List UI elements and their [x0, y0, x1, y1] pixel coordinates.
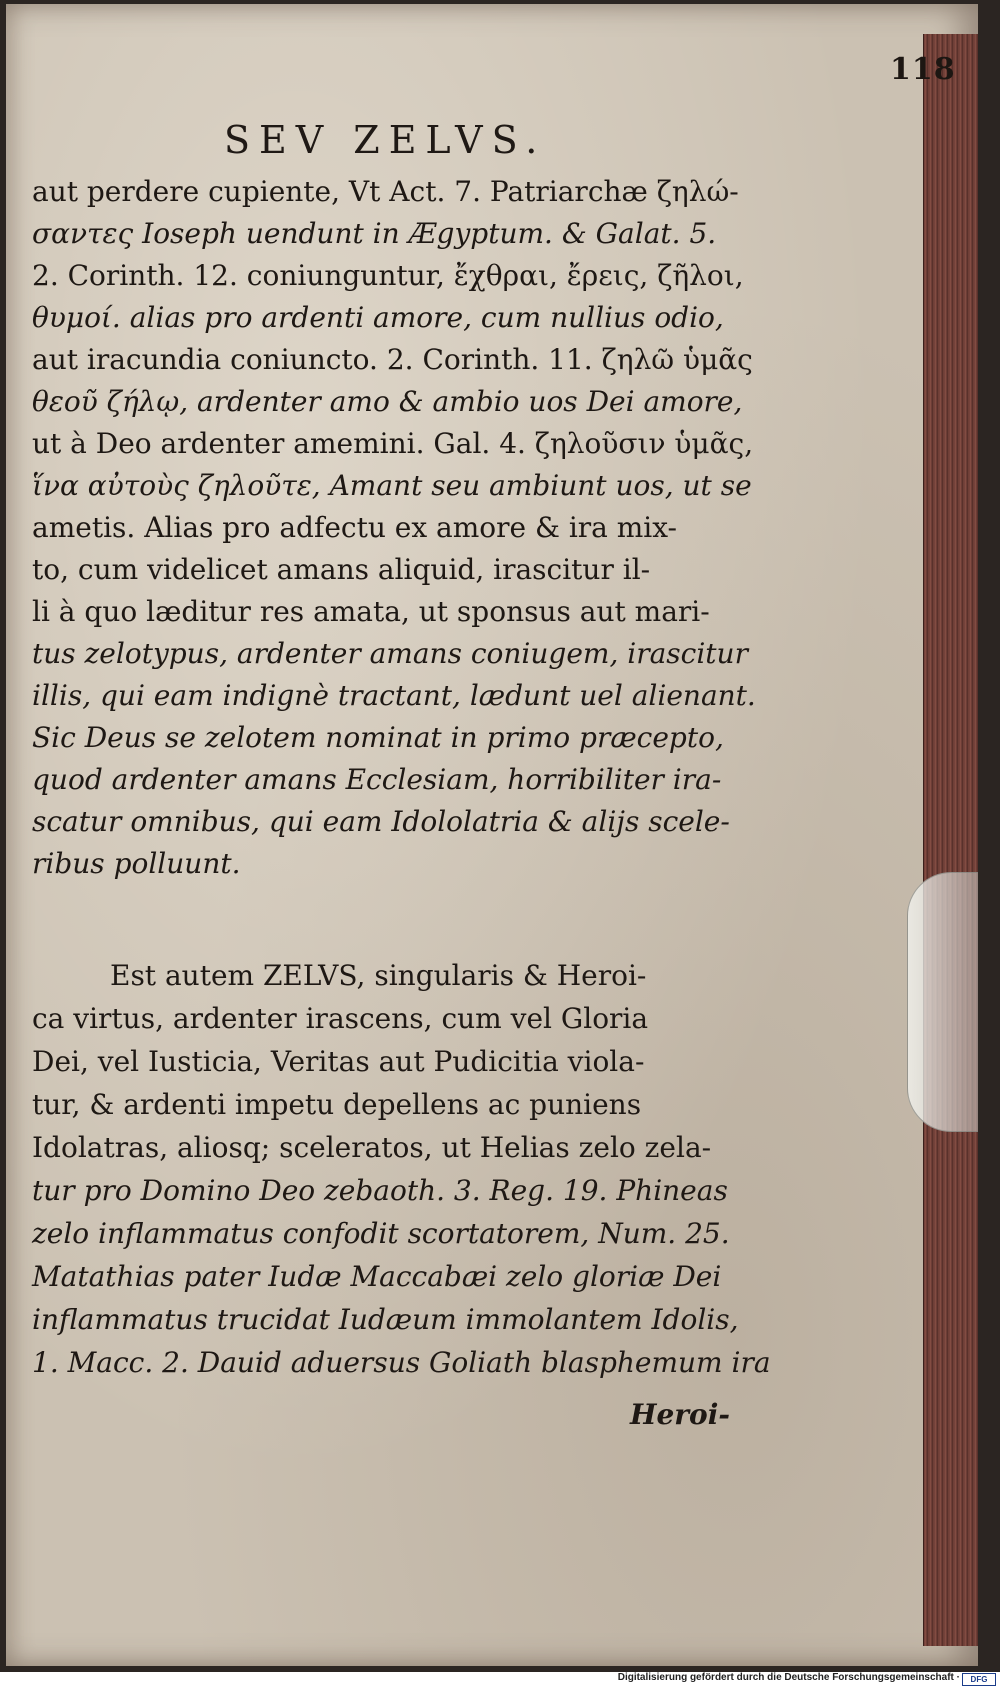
- text-line: ametis. Alias pro adfectu ex amore & ira mix-: [32, 511, 678, 544]
- text-line: to, cum videlicet amans aliquid, irascitur il-: [32, 553, 651, 586]
- text-line: σαντες Ioseph uendunt in Ægyptum. & Galat. 5.: [32, 217, 717, 250]
- text-line: li à quo læditur res amata, ut sponsus aut mari-: [32, 595, 710, 628]
- text-line: 2. Corinth. 12. coniunguntur, ἔχθραι, ἔρεις, ζῆλοι,: [32, 259, 744, 292]
- text-line: ut à Deo ardenter amemini. Gal. 4. ζηλοῦσιν ὑμᾶς,: [32, 427, 754, 460]
- dfg-logo: DFG: [962, 1673, 996, 1686]
- text-line: θεοῦ ζήλῳ, ardenter amo & ambio uos Dei amore,: [32, 385, 743, 418]
- text-line: Sic Deus se zelotem nominat in primo præcepto,: [32, 721, 724, 754]
- text-line: quod ardenter amans Ecclesiam, horribiliter ira-: [32, 763, 722, 796]
- text-line: scatur omnibus, qui eam Idololatria & alijs scele-: [32, 805, 730, 838]
- text-line: inflammatus trucidat Iudæum immolantem Idolis,: [32, 1303, 739, 1336]
- text-line: Dei, vel Iusticia, Veritas aut Pudicitia viola-: [32, 1045, 645, 1078]
- book-page: [6, 4, 978, 1666]
- text-line: Idolatras, aliosq; sceleratos, ut Helias zelo zela-: [32, 1131, 712, 1164]
- running-head: SEV ZELVS.: [224, 118, 547, 162]
- page-number: 118: [890, 52, 956, 87]
- text-line: θυμοί. alias pro ardenti amore, cum nullius odio,: [32, 301, 724, 334]
- footer: [0, 1672, 1000, 1686]
- text-line: zelo inflammatus confodit scortatorem, Num. 25.: [32, 1217, 730, 1250]
- digitization-credit: Digitalisierung gefördert durch die Deutsche Forschungsgemeinschaft ·: [617, 1672, 960, 1683]
- text-line: ca virtus, ardenter irascens, cum vel Gloria: [32, 1002, 649, 1035]
- text-line: ribus polluunt.: [32, 847, 241, 880]
- text-line: illis, qui eam indignè tractant, lædunt uel alienant.: [32, 679, 756, 712]
- text-line: Matathias pater Iudæ Maccabæi zelo gloriæ Dei: [32, 1260, 722, 1293]
- text-line: ἵνα αὐτοὺς ζηλοῦτε, Amant seu ambiunt uos, ut se: [32, 469, 752, 502]
- text-line: aut iracundia coniuncto. 2. Corinth. 11. ζηλῶ ὑμᾶς: [32, 343, 753, 376]
- page-clip: [907, 872, 978, 1132]
- text-line: tur, & ardenti impetu depellens ac puniens: [32, 1088, 642, 1121]
- text-line: 1. Macc. 2. Dauid aduersus Goliath blasphemum ira: [32, 1346, 771, 1379]
- text-line: Est autem ZELVS, singularis & Heroi-: [110, 959, 647, 992]
- text-line: tus zelotypus, ardenter amans coniugem, irascitur: [32, 637, 748, 670]
- text-line: tur pro Domino Deo zebaoth. 3. Reg. 19. Phineas: [32, 1174, 728, 1207]
- catchword: Heroi-: [630, 1398, 730, 1431]
- text-line: aut perdere cupiente, Vt Act. 7. Patriarchæ ζηλώ-: [32, 175, 739, 208]
- book-fore-edge: [923, 34, 978, 1646]
